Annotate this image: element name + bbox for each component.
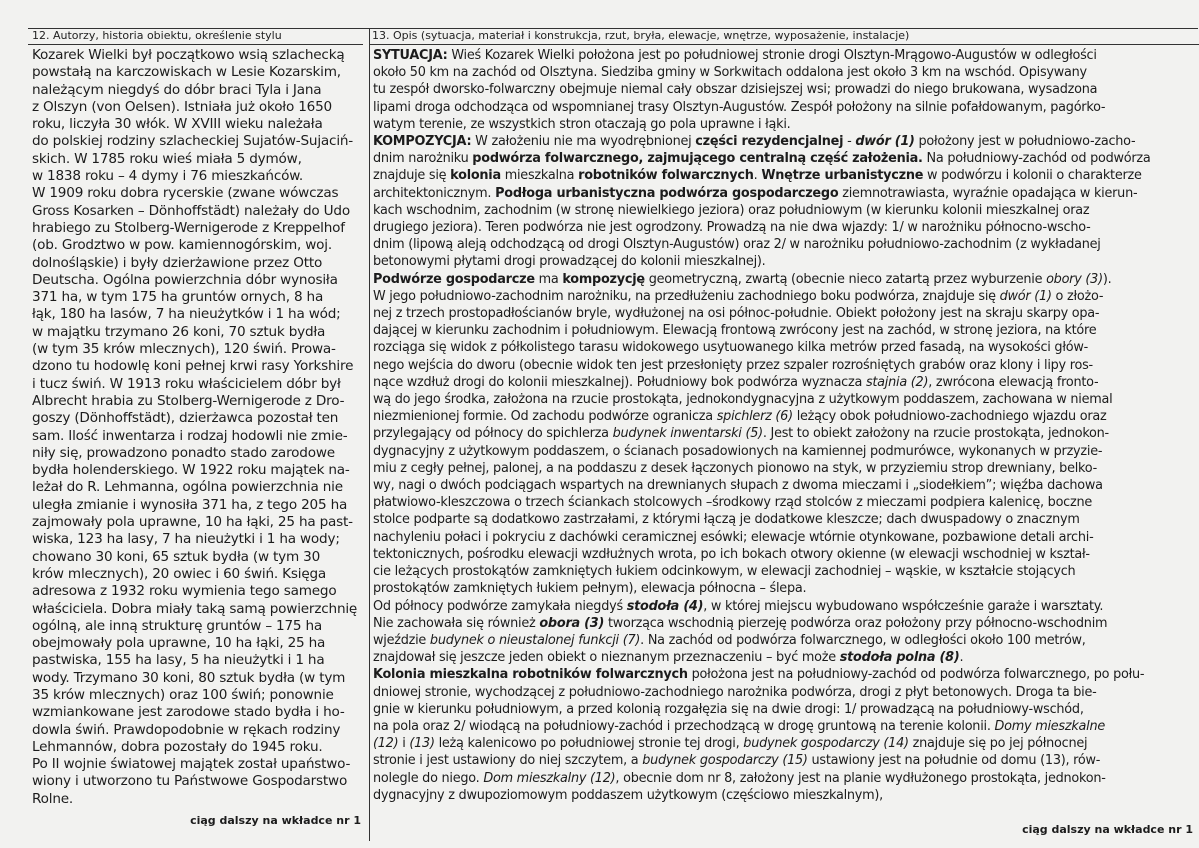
description-line xyxy=(373,598,1197,615)
text-run: mieszkalna xyxy=(500,168,579,184)
description-line xyxy=(373,511,1197,528)
history-line: właściciela. Dobra miały taką samą powierzchnię xyxy=(32,600,358,617)
history-line: roku, liczyła 30 włók. W XVIII wieku należała xyxy=(32,116,323,133)
text-run: watym terenie, ze wszystkich stron otaczają go pola uprawne i łąki. xyxy=(373,116,791,132)
text-run: dwór (1) xyxy=(855,134,915,150)
record-card xyxy=(28,28,1198,841)
text-run: nachyleniu połaci i pokryciu z dachówki ceramicznej esówki; elewacje wtórnie otynkowane, pozbawione detali archi- xyxy=(373,529,1094,545)
text-run: dniowej stronie, wychodzącej z południowo-zachodniego narożnika podwórza, drogi z płyt betonowych. Droga ta bie- xyxy=(373,684,1097,700)
text-run: cie leżących prostokątów zamkniętych łukiem odcinkowym, w elewacji zachodniej – wąskie, w kształcie stojących xyxy=(373,564,1076,580)
text-run: Dom mieszkalny (12) xyxy=(483,770,616,786)
history-line: 371 ha, w tym 175 ha gruntów ornych, 8 ha xyxy=(32,289,324,306)
history-line: Po II wojnie światowej majątek został upaństwo- xyxy=(32,756,351,773)
history-line: pastwiska, 155 ha lasy, 5 ha nieużytki i 1 ha xyxy=(32,652,325,669)
text-run: robotników folwarcznych xyxy=(578,168,754,184)
text-run: budynek o nieustalonej funkcji (7) xyxy=(429,632,641,648)
history-line: dzono tu hodowlę koni pełnej krwi rasy Yorkshire xyxy=(32,358,354,375)
history-line: bydła holenderskiego. W 1922 roku majątek na- xyxy=(32,462,350,479)
text-run: dwór (1) xyxy=(999,288,1052,304)
text-run: stodoła polna (8) xyxy=(839,650,960,666)
history-line: Lehmannów, dobra pozostały do 1945 roku. xyxy=(32,738,323,755)
history-line: uległa zmianie i wynosiła 371 ha, z tego 205 ha xyxy=(32,496,348,513)
text-run: ). xyxy=(1102,271,1112,287)
history-line: krów mlecznych), 20 owiec i 60 świń. Księga xyxy=(32,565,327,582)
text-run: leżą kalenicowo po południowej stronie tej drogi, xyxy=(434,736,744,752)
history-line: skich. W 1785 roku wieś miała 5 dymów, xyxy=(32,150,302,167)
text-run: niezmienionej formie. Od zachodu podwórze ogranicza xyxy=(373,409,717,425)
text-run: nej z trzech prostopadłościanów bryle, wydłużonej na osi północ-południe. Obiekt położony jest na skraju skarpy opa- xyxy=(373,306,1100,322)
history-header: 12. Autorzy, historia obiektu, określenie stylu xyxy=(28,29,363,45)
text-run: dnim (lipową aleją odchodzącą od drogi Olsztyn-Augustów) oraz 2/ w narożniku południowo-zachodnim (z wykładanej xyxy=(373,237,1101,253)
text-run: tworząca wschodnią pierzeję podwórza oraz położony przy północno-wschodnim xyxy=(604,615,1108,631)
history-line: (ob. Grodztwo w pow. kamiennogórskim, woj. xyxy=(32,237,332,254)
description-line xyxy=(373,701,1197,718)
description-line xyxy=(373,632,1197,649)
text-run: SYTUACJA: xyxy=(373,48,448,63)
description-line xyxy=(373,460,1197,477)
history-line: dowla świń. Prawdopodobnie w rękach rodziny xyxy=(32,721,341,738)
text-run: przylegający od północy do spichlerza xyxy=(373,426,613,442)
history-line: niły się, prowadzono ponadto stado zarodowe xyxy=(32,444,335,461)
description-line xyxy=(373,322,1197,339)
text-run: prostokątów zamkniętych łukiem pełnym), elewacja północna – ślepa. xyxy=(373,581,807,597)
text-run: budynek gospodarczy (14) xyxy=(743,736,909,752)
history-line: wiska, 123 ha lasy, 7 ha nieużytki i 1 ha wody; xyxy=(32,531,340,548)
text-run: około 50 km na zachód od Olsztyna. Siedziba gminy w Sorkwitach oddalona jest około 3 km na wschód. Opisywany xyxy=(373,65,1087,81)
description-line xyxy=(373,271,1197,288)
description-line xyxy=(373,133,1197,150)
text-run: kach wschodnim, zachodnim (w stronę niewielkiego jeziora) oraz południowym (w kierunku kolonii mieszkalnej oraz xyxy=(373,202,1090,218)
description-line xyxy=(373,202,1197,219)
description-line xyxy=(373,236,1197,253)
history-line: i tucz świń. W 1913 roku właścicielem dóbr był xyxy=(32,375,341,392)
description-line xyxy=(373,116,1197,133)
text-run: kompozycję xyxy=(562,271,645,287)
description-line xyxy=(373,150,1197,167)
description-header: 13. Opis (sytuacja, materiał i konstrukcja, rzut, bryła, elewacje, wnętrze, wyposażenie, instalacje) xyxy=(370,29,1199,45)
text-run: (12) xyxy=(373,736,399,752)
description-line xyxy=(373,477,1197,494)
text-run: wą do jego środka, założona na rzucie prostokąta, jednokondygnacyjna z użytkowym poddaszem, zachowana w niemal xyxy=(373,392,1113,408)
text-run: podwórza folwarcznego, zajmującego centralną część założenia. xyxy=(472,151,923,167)
text-run: w podwórzu i kolonii o charakterze xyxy=(923,168,1142,184)
history-line: należącym niegdyś do dóbr braci Tyla i Jana xyxy=(32,81,322,98)
text-run: znajdował się jeszcze jeden obiekt o nieznanym przeznaczeniu – być może xyxy=(373,650,840,666)
history-line: Gross Kosarken – Dönhoffstädt) należały do Udo xyxy=(32,202,350,219)
text-run: . xyxy=(753,168,762,184)
text-run: geometryczną, zwartą (obecnie nieco zatartą przez wyburzenie xyxy=(644,271,1047,287)
description-line xyxy=(373,684,1197,701)
text-run: Podwórze gospodarcze xyxy=(373,271,535,287)
text-run: o złożo- xyxy=(1051,288,1104,304)
text-run: miu z cegły pełnej, palonej, a na poddaszu z desek łączonych pionowo na styk, w przyziemiu strop drewniany, belko- xyxy=(373,460,1097,476)
text-run: W jego południowo-zachodnim narożniku, na przedłużeniu zachodniego boku podwórza, znajduje się xyxy=(373,288,1000,304)
description-line xyxy=(373,47,1197,64)
description-line xyxy=(373,443,1197,460)
description-column xyxy=(369,29,1199,841)
history-line: sam. Ilość inwentarza i rodzaj hodowli nie zmie- xyxy=(32,427,348,444)
description-line xyxy=(373,787,1197,804)
text-run: stolce podparte są dodatkowo zastrzałami, z którymi łączą je dodatkowe kleszcze; dach dwuspadowy o znacznym xyxy=(373,512,1080,528)
history-line: adresowa z 1932 roku wymienia tego samego xyxy=(32,583,337,600)
text-run: Wnętrze urbanistyczne xyxy=(761,168,924,184)
text-run: . Jest to obiekt założony na rzucie prostokąta, jednokon- xyxy=(762,426,1109,442)
text-run: Na południowy-zachód od podwórza xyxy=(922,151,1151,167)
history-line: wody. Trzymano 30 koni, 80 sztuk bydła (w tym xyxy=(32,669,346,686)
text-run: znajduje się po jej północnej xyxy=(908,736,1088,752)
text-run: znajduje się xyxy=(373,168,451,184)
text-run: budynek gospodarczy (15) xyxy=(642,753,808,769)
description-line xyxy=(373,649,1197,666)
description-line xyxy=(373,615,1197,632)
continued-note-left: ciąg dalszy na wkładce nr 1 xyxy=(190,814,361,827)
history-line: Rolne. xyxy=(32,790,74,807)
text-run: tektonicznych, pośrodku elewacji wzdłużnych wrota, po ich bokach otwory okienne (w elewacji wschodniej w kształ- xyxy=(373,546,1090,562)
text-run: . Na zachód od podwórza folwarcznego, w odległości około 100 metrów, xyxy=(640,632,1086,648)
text-run: dającej w kierunku zachodnim i południowym. Elewacją frontową zwrócony jest na zachód, w stronę jeziora, na które xyxy=(373,323,1097,339)
text-run: płatwiowo-kleszczowa o trzech ściankach stolcowych –środkowy rząd stolców z mieczami podpiera kalenicę, boczne xyxy=(373,495,1093,511)
text-run: , w której miejscu wybudowano współcześnie garaże i warsztaty. xyxy=(703,598,1104,614)
text-run: nące wzdłuż drogi do kolonii mieszkalnej). Południowy bok podwórza wyznacza xyxy=(373,374,866,390)
text-run: ziemnotrawiasta, wyraźnie opadająca w kierun- xyxy=(838,185,1138,201)
history-line: powstałą na karczowiskach w Lesie Kozarskim, xyxy=(32,64,341,81)
text-run: wy, nagi o dwóch podciągach wspartych na drewnianych słupach z dwoma mieczami i „siodełkiem”; więźba dachowa xyxy=(373,478,1103,494)
text-run: dygnacyjny z użytkowym poddaszem, o ścianach posadowionych na kamiennej podmurówce, wykonanych w przyzie- xyxy=(373,443,1103,459)
text-run: Od północy podwórze zamykała niegdyś xyxy=(373,598,627,614)
history-line: w 1838 roku – 4 dymy i 76 mieszkańców. xyxy=(32,168,303,185)
history-line: chowano 30 koni, 65 sztuk bydła (w tym 30 xyxy=(32,548,321,565)
history-line: zajmowały pola uprawne, 10 ha łąki, 25 ha past- xyxy=(32,514,353,531)
description-line xyxy=(373,81,1197,98)
text-run: i xyxy=(398,736,410,752)
description-line xyxy=(373,64,1197,81)
text-run: KOMPOZYCJA: xyxy=(373,134,472,150)
description-line xyxy=(373,718,1197,735)
text-run: wjeździe xyxy=(373,632,430,648)
text-run: budynek inwentarski (5) xyxy=(612,426,763,442)
description-line xyxy=(373,666,1197,683)
description-line xyxy=(373,546,1197,563)
description-line xyxy=(373,167,1197,184)
history-line: hrabiego zu Stolberg-Wernigerode z Kreppelhof xyxy=(32,219,345,236)
history-text xyxy=(28,45,363,808)
history-line: łąk, 180 ha lasów, 7 ha nieużytków i 1 ha wód; xyxy=(32,306,341,323)
description-line xyxy=(373,529,1197,546)
history-line: Deutscha. Ogólna powierzchnia dóbr wynosiła xyxy=(32,271,338,288)
description-line xyxy=(373,219,1197,236)
text-run: Podłoga urbanistyczna podwórza gospodarczego xyxy=(495,185,839,201)
text-run: Wieś Kozarek Wielki położona jest po południowej stronie drogi Olsztyn-Mrągowo-Augustów w odległości xyxy=(447,48,1097,63)
description-line xyxy=(373,99,1197,116)
text-run: architektonicznym. xyxy=(373,185,496,201)
text-run: (13) xyxy=(409,736,435,752)
text-run: W założeniu nie ma wyodrębnionej xyxy=(471,134,696,150)
text-run: nego wejścia do dworu (obecnie widok ten jest przesłonięty przez szpaler rozrośniętych grabów oraz klony i lipy ros- xyxy=(373,357,1093,373)
text-run: stodoła (4) xyxy=(626,598,704,614)
history-line: dolnośląskie) i były dzierżawione przez Otto xyxy=(32,254,323,271)
text-run: dnim narożniku xyxy=(373,151,473,167)
description-line xyxy=(373,580,1197,597)
history-line: do polskiej rodziny szlacheckiej Sujatów-Sujaciń- xyxy=(32,133,354,150)
description-line xyxy=(373,770,1197,787)
text-run: położona jest na południowy-zachód od podwórza folwarcznego, po połu- xyxy=(687,667,1145,683)
history-line: leżał do R. Lehmanna, ogólna powierzchnia nie xyxy=(32,479,343,496)
description-line xyxy=(373,357,1197,374)
text-run: stajnia (2) xyxy=(865,374,929,390)
description-line xyxy=(373,305,1197,322)
history-line: w majątku trzymano 26 koni, 70 sztuk bydła xyxy=(32,323,326,340)
text-run: gnie w kierunku południowym, a przed kolonią rozgałęzia się na dwie drogi: 1/ prowadzącą na południowy-wschód, xyxy=(373,701,1084,717)
description-line xyxy=(373,288,1197,305)
text-run: rozciąga się widok z półkolistego tarasu widokowego usytuowanego kilka metrów przed fasadą, na wysokości głów- xyxy=(373,340,1088,356)
text-run: położony jest w południowo-zacho- xyxy=(914,134,1136,150)
description-line xyxy=(373,563,1197,580)
continued-note-right: ciąg dalszy na wkładce nr 1 xyxy=(1022,823,1193,836)
history-line: goszy (Dönhoffstädt), dzierżawca pozostał ten xyxy=(32,410,339,427)
description-line xyxy=(373,425,1197,442)
text-run: kolonia xyxy=(450,168,501,184)
history-line: 35 krów mlecznych) oraz 100 świń; ponownie xyxy=(32,686,334,703)
history-line: wzmiankowane jest zarodowe stado bydła i ho- xyxy=(32,704,345,721)
text-run: lipami droga odchodząca od wspomnianej trasy Olsztyn-Augustów. Zespół położony na silnie pofałdowanym, pagórko- xyxy=(373,99,1106,115)
text-run: nolegle do niego. xyxy=(373,770,484,786)
description-line xyxy=(373,408,1197,425)
text-run: - xyxy=(843,134,856,150)
history-column xyxy=(28,29,363,841)
description-line xyxy=(373,253,1197,270)
history-line: (w tym 35 krów mlecznych), 120 świń. Prowa- xyxy=(32,341,336,358)
description-line xyxy=(373,494,1197,511)
description-line xyxy=(373,185,1197,202)
history-line: Kozarek Wielki był początkowo wsią szlachecką xyxy=(32,47,345,63)
history-line: W 1909 roku dobra rycerskie (zwane wówczas xyxy=(32,185,339,202)
text-run: , zwrócona elewacją fronto- xyxy=(928,374,1099,390)
text-run: drugiego jeziora). Teren podwórza nie jest ogrodzony. Prowadzą na nie dwa wjazdy: 1/ w narożniku północno-wscho- xyxy=(373,220,1091,236)
text-run: obory (3) xyxy=(1046,271,1103,287)
text-run: betonowymi płytami drogi prowadzącej do kolonii mieszkalnej). xyxy=(373,254,766,270)
text-run: tu zespół dworsko-folwarczny obejmuje niemal cały obszar dzisiejszej wsi; prowadzi do niego brukowana, wysadzona xyxy=(373,82,1098,98)
description-line xyxy=(373,339,1197,356)
description-text xyxy=(370,45,1199,804)
history-line: wiony i utworzono tu Państwowe Gospodarstwo xyxy=(32,773,348,790)
text-run: na pola oraz 2/ wiodącą na południowy-zachód i przechodzącą w drogę gruntową na terenie kolonii. xyxy=(373,718,995,734)
text-run: ustawiony jest na południe od domu (13), rów- xyxy=(807,753,1101,769)
text-run: Domy mieszkalne xyxy=(994,718,1106,734)
text-run: ma xyxy=(534,271,563,287)
history-line: Albrecht hrabia zu Stolberg-Wernigerode z Dro- xyxy=(32,392,345,409)
history-line: ogólną, ale inną strukturę gruntów – 175 ha xyxy=(32,617,323,634)
description-line xyxy=(373,391,1197,408)
text-run: . xyxy=(959,650,964,666)
description-line xyxy=(373,735,1197,752)
text-run: części rezydencjalnej xyxy=(695,134,844,150)
text-run: dygnacyjny z dwupoziomowym poddaszem użytkowym (częściowo mieszkalnym), xyxy=(373,787,884,803)
text-run: stronie i jest ustawiony do niej szczytem, a xyxy=(373,753,643,769)
description-line xyxy=(373,374,1197,391)
history-line: obejmowały pola uprawne, 10 ha łąki, 25 ha xyxy=(32,635,326,652)
text-run: Nie zachowała się również xyxy=(373,615,540,631)
history-line: z Olszyn (von Oelsen). Istniała już około 1650 xyxy=(32,98,333,115)
text-run: , obecnie dom nr 8, założony jest na planie wydłużonego prostokąta, jednokon- xyxy=(615,770,1106,786)
text-run: leżący obok południowo-zachodniego wjazdu oraz xyxy=(792,409,1107,425)
text-run: obora (3) xyxy=(539,615,605,631)
text-run: spichlerz (6) xyxy=(716,409,793,425)
description-line xyxy=(373,752,1197,769)
text-run: Kolonia mieszkalna robotników folwarcznych xyxy=(373,667,688,683)
